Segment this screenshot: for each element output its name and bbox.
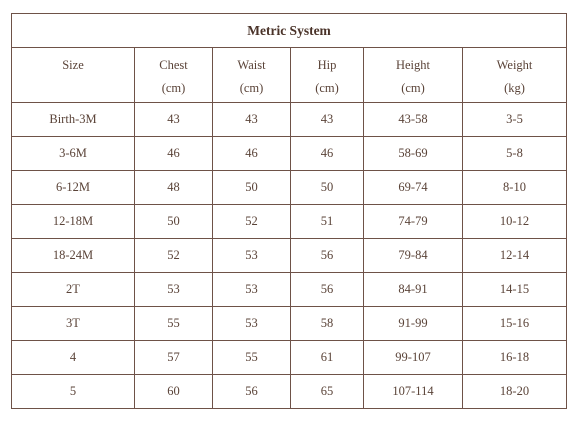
table-cell: 50 bbox=[213, 171, 291, 205]
table-cell: 56 bbox=[291, 239, 364, 273]
table-cell: 56 bbox=[213, 375, 291, 409]
table-cell: 46 bbox=[291, 137, 364, 171]
table-cell: 5 bbox=[12, 375, 135, 409]
table-cell: 43 bbox=[291, 103, 364, 137]
table-cell: 79-84 bbox=[364, 239, 463, 273]
column-header-label: Hip bbox=[317, 58, 337, 72]
table-cell: 61 bbox=[291, 341, 364, 375]
table-row bbox=[12, 273, 567, 307]
column-header-label: Waist bbox=[237, 58, 266, 72]
table-row bbox=[12, 341, 567, 375]
column-header-label: Size bbox=[62, 58, 84, 72]
table-cell: 43-58 bbox=[364, 103, 463, 137]
table-cell: 2T bbox=[12, 273, 135, 307]
table-cell: 52 bbox=[213, 205, 291, 239]
table-row bbox=[12, 375, 567, 409]
column-header bbox=[213, 48, 291, 103]
column-header-label: Weight bbox=[496, 58, 533, 72]
table-cell: 3-5 bbox=[463, 103, 567, 137]
table-row bbox=[12, 239, 567, 273]
column-header-label: Chest bbox=[159, 58, 188, 72]
column-header-label: Height bbox=[395, 58, 431, 72]
table-cell: 12-14 bbox=[463, 239, 567, 273]
table-cell: 10-12 bbox=[463, 205, 567, 239]
table-cell: 60 bbox=[135, 375, 213, 409]
table-row bbox=[12, 171, 567, 205]
table-cell: 50 bbox=[135, 205, 213, 239]
table-cell: 46 bbox=[213, 137, 291, 171]
table-cell: 55 bbox=[213, 341, 291, 375]
column-header-unit: (kg) bbox=[504, 81, 525, 95]
table-cell: 3T bbox=[12, 307, 135, 341]
column-header-unit: (cm) bbox=[239, 81, 264, 95]
table-cell: 58-69 bbox=[364, 137, 463, 171]
table-cell: 84-91 bbox=[364, 273, 463, 307]
column-header-unit: (cm) bbox=[161, 81, 186, 95]
table-cell: 14-15 bbox=[463, 273, 567, 307]
column-header-unit: (cm) bbox=[315, 81, 339, 95]
table-cell: 57 bbox=[135, 341, 213, 375]
table-cell: 4 bbox=[12, 341, 135, 375]
table-cell: 52 bbox=[135, 239, 213, 273]
table-cell: 43 bbox=[213, 103, 291, 137]
table-row bbox=[12, 307, 567, 341]
table-cell: 55 bbox=[135, 307, 213, 341]
column-header bbox=[463, 48, 567, 103]
table-body bbox=[12, 103, 567, 409]
header-row bbox=[12, 48, 567, 103]
table-cell: 15-16 bbox=[463, 307, 567, 341]
size-chart-table bbox=[11, 13, 567, 409]
column-header bbox=[364, 48, 463, 103]
table-cell: 65 bbox=[291, 375, 364, 409]
table-cell: 53 bbox=[213, 307, 291, 341]
table-cell: 3-6M bbox=[12, 137, 135, 171]
table-cell: 91-99 bbox=[364, 307, 463, 341]
table-cell: 5-8 bbox=[463, 137, 567, 171]
table-row bbox=[12, 137, 567, 171]
table-cell: 53 bbox=[213, 239, 291, 273]
table-cell: 56 bbox=[291, 273, 364, 307]
table-cell: 107-114 bbox=[364, 375, 463, 409]
table-cell: 46 bbox=[135, 137, 213, 171]
column-header-unit: (cm) bbox=[401, 81, 425, 95]
table-cell: 18-24M bbox=[12, 239, 135, 273]
column-header bbox=[291, 48, 364, 103]
table-cell: 51 bbox=[291, 205, 364, 239]
table-cell: 12-18M bbox=[12, 205, 135, 239]
table-cell: 74-79 bbox=[364, 205, 463, 239]
table-row bbox=[12, 205, 567, 239]
column-header bbox=[135, 48, 213, 103]
table-cell: 16-18 bbox=[463, 341, 567, 375]
table-title: Metric System bbox=[12, 14, 567, 48]
table-row bbox=[12, 103, 567, 137]
table-cell: 18-20 bbox=[463, 375, 567, 409]
table-cell: 8-10 bbox=[463, 171, 567, 205]
table-cell: 6-12M bbox=[12, 171, 135, 205]
table-cell: 48 bbox=[135, 171, 213, 205]
table-cell: 53 bbox=[135, 273, 213, 307]
table-cell: 50 bbox=[291, 171, 364, 205]
table-cell: 53 bbox=[213, 273, 291, 307]
table-cell: 69-74 bbox=[364, 171, 463, 205]
column-header bbox=[12, 48, 135, 103]
table-cell: 43 bbox=[135, 103, 213, 137]
table-cell: 99-107 bbox=[364, 341, 463, 375]
table-cell: 58 bbox=[291, 307, 364, 341]
table-cell: Birth-3M bbox=[12, 103, 135, 137]
